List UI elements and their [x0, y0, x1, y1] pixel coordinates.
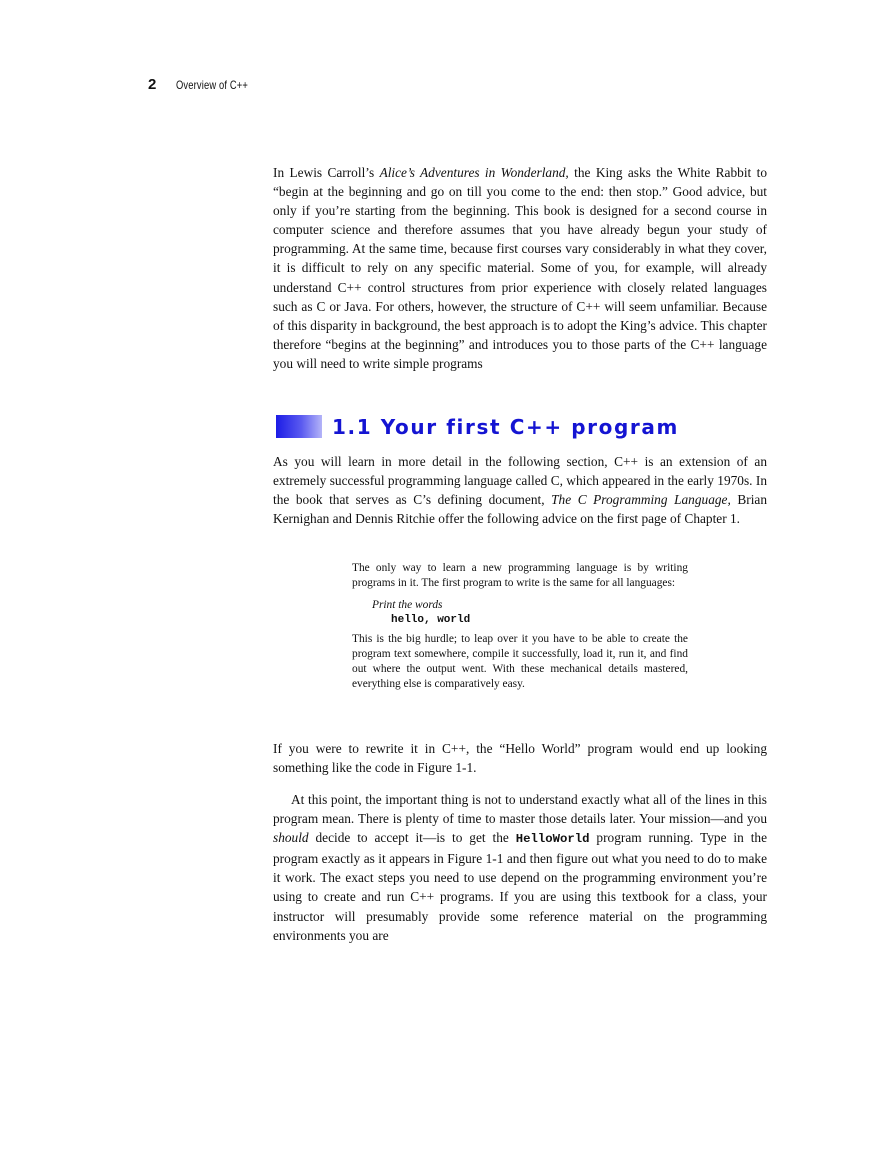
section-paragraph-2: If you were to rewrite it in C++, the “Hello World” program would end up looking something like the code in Figure 1-1. — [273, 741, 767, 776]
quote-paragraph-2: This is the big hurdle; to leap over it you have to be able to create the program text somewhere, compile it successfully, load it, run it, and find out where the output went. With these mechanical details mastered, everything else is comparatively easy. — [352, 632, 688, 691]
quote-instruction: Print the words — [372, 599, 443, 612]
quote-code: hello, world — [391, 613, 471, 626]
block-quote — [352, 561, 688, 692]
book-title-c-programming: The C Programming Language, — [551, 492, 731, 508]
code-helloworld: HelloWorld — [515, 832, 590, 847]
running-header — [148, 76, 268, 93]
chapter-title: Overview of C++ — [176, 78, 249, 92]
section-paragraph-3: At this point, the important thing is not to understand exactly what all of the lines in this program mean. There is plenty of time to master those details later. Your mission—and you should decide to accept it—is to get the HelloWorld program running. Type in the program exactly as it appears in Figure 1-1 and then figure out what you need to do to make it work. The exact steps you need to use depend on the programming environment you’re using to create and run C++ programs. If you are using this textbook for a class, your instructor will presumably provide some reference material on the programming environments you are — [273, 792, 767, 943]
quote-paragraph-1: The only way to learn a new programming language is by writing programs in it. The first program to write is the same for all languages: — [352, 562, 688, 590]
section-paragraph-1: As you will learn in more detail in the following section, C++ is an extension of an extremely successful programming language called C, which appeared in the early 1970s. In the book that serves as C’s defining document, The C Programming Language, Brian Kernighan and Dennis Ritchie offer the following advice on the first page of Chapter 1. — [273, 454, 767, 527]
book-title-alice: Alice’s Adventures in Wonderland, — [379, 165, 569, 180]
heading-gradient-bar — [276, 415, 322, 438]
section-heading — [276, 413, 679, 440]
emphasis-should: should — [273, 830, 309, 846]
intro-paragraph: In Lewis Carroll’s Alice’s Adventures in Wonderland, the King asks the White Rabbit to “begin at the beginning and go on till you come to the end: then stop.” Good advice, but only if you’re starting from the beginning. This book is designed for a second course in computer science and therefore assumes that you have already begun your study of programming. At the same time, because first courses vary considerably in what they cover, it is difficult to rely on any specific material. Some of you, for example, will already understand C++ control structures from prior experience with closely related languages such as C or Java. For others, however, the structure of C++ will seem unfamiliar. Because of this disparity in background, the best approach is to adopt the King’s advice. This chapter therefore “begins at the beginning” and introduces you to those parts of the C++ language you will need to write simple programs — [273, 165, 767, 371]
section-title: 1.1 Your first C++ program — [332, 414, 679, 439]
page-number: 2 — [148, 76, 157, 93]
